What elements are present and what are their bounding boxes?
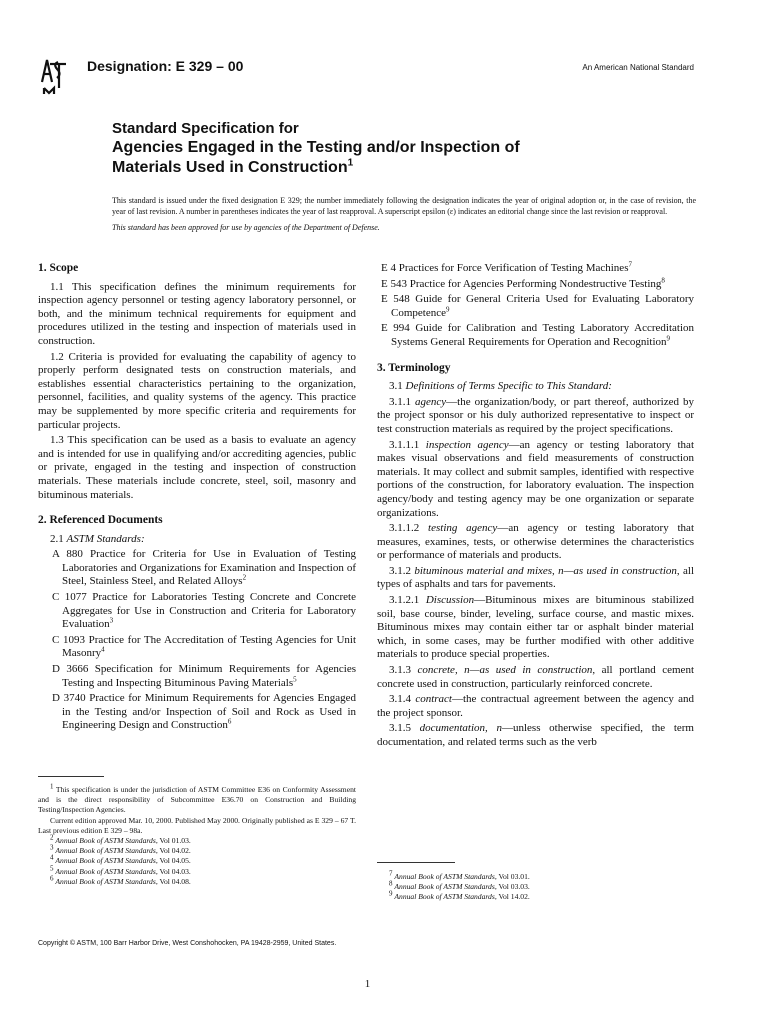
astm-standards-subheading: 2.1 ASTM Standards: xyxy=(50,532,145,545)
ref-c1093: C 1093 Practice for The Accreditation of Testing Agencies for Unit Masonry$^4$ xyxy=(52,633,356,660)
term-3-1-1-2: 3.1.1.2 testing agency—an agency or testing laboratory that measures, examines, tests, or otherwise determines the characteristics or performance of materials and products. xyxy=(377,522,695,562)
footnote-2: $^2$ Annual Book of ASTM Standards, Vol 01.03. xyxy=(50,833,191,846)
ref-c1077: C 1077 Practice for Laboratories Testing Concrete and Concrete Aggregates for Use in Construction and Criteria for Laboratory Evaluation$^3$ xyxy=(52,591,356,631)
left-column xyxy=(38,262,356,735)
ref-e4: E 4 Practices for Force Verification of Testing Machines$^7$ xyxy=(381,260,632,274)
footnote-8: $^8$ Annual Book of ASTM Standards, Vol 03.03. xyxy=(389,879,530,892)
ref-a880: A 880 Practice for Criteria for Use in Evaluation of Testing Laboratories and Organizations for Examination and Inspection of Steel, Stainless Steel, and Related Alloys$^2$ xyxy=(52,548,356,588)
ref-e543: E 543 Practice for Agencies Performing Nondestructive Testing$^8$ xyxy=(381,275,665,290)
page-number: 1 xyxy=(364,978,371,990)
footnotes-left xyxy=(38,782,356,887)
title-line-3: Materials Used in Construction$^1$ xyxy=(112,157,354,176)
footnotes-right xyxy=(377,869,694,903)
american-national-standard-label: An American National Standard xyxy=(582,63,694,72)
term-3-1: 3.1 Definitions of Terms Specific to This Standard: xyxy=(389,380,612,393)
paragraph-1-2: 1.2 Criteria is provided for evaluating the capability of agency to properly perform designated tests on construction materials, and establishes essential characteristics pertaining to the organization, personnel, facilities, and quality systems of the agency. This practice may be supplemented by more specific criteria and requirements for particular projects. xyxy=(38,350,356,431)
title-line-2: Agencies Engaged in the Testing and/or Inspection of xyxy=(112,139,520,156)
footnote-7: $^7$ Annual Book of ASTM Standards, Vol 03.01. xyxy=(389,869,530,881)
title-footnote-mark: 1 xyxy=(347,157,354,169)
standard-intro xyxy=(112,195,696,238)
footnote-5: $^5$ Annual Book of ASTM Standards, Vol 04.03. xyxy=(50,864,191,876)
copyright-notice: Copyright © ASTM, 100 Barr Harbor Drive, West Conshohocken, PA 19428-2959, United States. xyxy=(38,940,337,947)
term-3-1-1-1: 3.1.1.1 inspection agency—an agency or testing laboratory that makes visual observations and field measurements of construction materials. It may collect and submit samples, identified with respective portions of the construction, for laboratory evaluation. The inspection agency/body and testing agency may be one organization or separate organizations. xyxy=(377,438,694,519)
term-3-1-1: 3.1.1 agency—the organization/body, or part thereof, authorized by the project sponsor or his duly authorized representative to inspect or test construction materials as required by the project specifications. xyxy=(377,395,694,435)
term-3-1-4: 3.1.4 contract—the contractual agreement between the agency and the project sponsor. xyxy=(377,693,695,719)
referenced-documents-heading: 2. Referenced Documents xyxy=(38,514,163,527)
footnote-9: $^9$ Annual Book of ASTM Standards, Vol 14.02. xyxy=(389,889,530,902)
paragraph-1-3: 1.3 This specification can be used as a basis to evaluate an agency and is intended for use in qualifying and/or accrediting agencies, public or private, engaged in the testing and inspection of construction materials. These materials include concrete, steel, soil, masonry and bituminous materials. xyxy=(38,434,356,501)
footnote-3: $^3$ Annual Book of ASTM Standards, Vol 04.02. xyxy=(50,843,191,856)
ref-e994: E 994 Guide for Calibration and Testing Laboratory Accreditation Systems General Requirements for Operation and Recognition$^9$ xyxy=(381,322,694,348)
ref-e548: E 548 Guide for General Criteria Used for Evaluating Laboratory Competence$^9$ xyxy=(381,293,694,319)
footnote-1-edition: Current edition approved Mar. 10, 2000. Published May 2000. Originally published as E 329 – 67 T. Last previous edition E 329 – 98a. xyxy=(38,815,356,835)
astm-logo xyxy=(38,52,72,96)
title-line-1: Standard Specification for xyxy=(112,120,299,137)
ref-d3666: D 3666 Specification for Minimum Requirements for Agencies Testing and Inspecting Bituminous Paving Materials$^5$ xyxy=(52,663,356,689)
dod-approval-notice: This standard has been approved for use by agencies of the Department of Defense. xyxy=(112,223,380,232)
term-3-1-2-1: 3.1.2.1 Discussion—Bituminous mixes are bituminous stabilized soil, base course, binder, leveling, surface course, and mastic mixes. Bituminous mixes may contain either tar or asphalt binder material which, in some cases, may be further modified with other additive materials to produce special properties. xyxy=(377,594,695,661)
term-3-1-2: 3.1.2 bituminous material and mixes, n—as used in construction, all types of asphalts and tars for pavements. xyxy=(377,564,694,591)
footnote-1: $^1$ This specification is under the jurisdiction of ASTM Committee E36 on Conformity Assessment and is the direct responsibility of Subcommittee E36.70 on Construction and Building Testing/Inspection Agencies. xyxy=(38,782,356,815)
term-3-1-5: 3.1.5 documentation, n—unless otherwise specified, the term documentation, and related terms such as the verb xyxy=(377,722,694,748)
terminology-heading: 3. Terminology xyxy=(377,361,451,374)
footnote-rule-right xyxy=(377,862,455,863)
designation: Designation: E 329 – 00 xyxy=(87,58,244,74)
document-title xyxy=(112,120,672,178)
issued-notice: This standard is issued under the fixed designation E 329; the number immediately following the designation indicates the year of original adoption or, in the case of revision, the year of last revision. A number in parentheses indicates the year of last reapproval. A superscript epsilon (ε) indicates an editorial change since the last revision or reapproval. xyxy=(112,196,696,216)
footnote-6: $^6$ Annual Book of ASTM Standards, Vol 04.08. xyxy=(50,874,191,886)
footnote-rule-left xyxy=(38,776,104,777)
ref-d3740: D 3740 Practice for Minimum Requirements for Agencies Engaged in the Testing and/or Inspection of Soil and Rock as Used in Engineering Design and Construction$^6$ xyxy=(52,692,356,732)
footnote-4: $^4$ Annual Book of ASTM Standards, Vol 04.05. xyxy=(50,853,191,866)
paragraph-1-1: 1.1 This specification defines the minimum requirements for inspection agency personnel or testing agency laboratory personnel, or both, and the minimum technical requirements for equipment and procedures utilized in the testing and inspection of materials used in construction. xyxy=(38,280,356,347)
scope-heading: 1. Scope xyxy=(38,262,79,274)
term-3-1-3: 3.1.3 concrete, n—as used in construction, all portland cement concrete used in construction, particularly reinforced concrete. xyxy=(377,664,694,690)
right-column xyxy=(377,262,694,752)
